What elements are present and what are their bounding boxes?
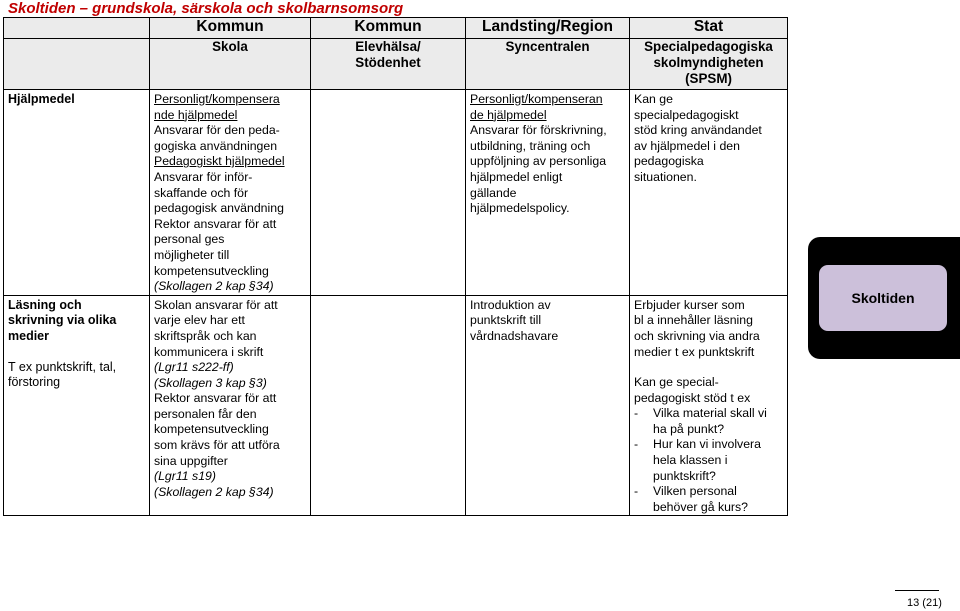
text-line: kompetensutveckling bbox=[154, 422, 269, 437]
text-line: (Skollagen 3 kap §3) bbox=[154, 375, 267, 390]
text-line: Ansvarar för inför- bbox=[154, 169, 253, 184]
level-header-kommun-elevhalsa: Kommun bbox=[311, 18, 466, 39]
cell-hjalpmedel-syncentralen bbox=[466, 90, 630, 296]
text-line: pedagogiskt stöd t ex bbox=[634, 390, 751, 405]
text-line: Ansvarar för den peda- bbox=[154, 123, 280, 138]
text-line: bl a innehåller läsning bbox=[634, 313, 753, 328]
text-line: (SPSM) bbox=[685, 71, 732, 86]
level-header-kommun-skola: Kommun bbox=[150, 18, 311, 39]
text-line: (Skollagen 2 kap §34) bbox=[154, 279, 274, 294]
text-line: Stödenhet bbox=[355, 55, 421, 70]
spacer bbox=[634, 360, 783, 375]
text-line: pedagogiska bbox=[634, 154, 704, 169]
spacer bbox=[8, 345, 145, 360]
bullet-text: hela klassen i bbox=[653, 453, 728, 468]
text-line: Personligt/kompenseran bbox=[470, 92, 603, 106]
bullet-line bbox=[634, 406, 783, 422]
page-title: Skoltiden – grundskola, särskola och skolbarnsomsorg bbox=[8, 0, 404, 17]
text-line: Elevhälsa/ bbox=[355, 39, 421, 54]
row-header-lasning bbox=[4, 295, 150, 516]
text-line: skriftspråk och kan bbox=[154, 328, 257, 343]
text-line: specialpedagogiskt bbox=[634, 107, 739, 122]
text-line: skolmyndigheten bbox=[653, 55, 764, 70]
text-line: gogiska användningen bbox=[154, 138, 278, 153]
text-line: Ansvarar för förskrivning, bbox=[470, 123, 607, 138]
text-line: personal ges bbox=[154, 232, 225, 247]
bullet-line bbox=[634, 500, 783, 516]
text-line: gällande bbox=[470, 185, 517, 200]
text-line: Syncentralen bbox=[505, 39, 590, 54]
text-line: pedagogisk användning bbox=[154, 201, 284, 216]
bullet-text: Vilka material skall vi bbox=[653, 406, 767, 421]
side-tab-label: Skoltiden bbox=[819, 265, 947, 331]
bullet-dash: - bbox=[634, 406, 639, 421]
bullet-dash: - bbox=[634, 484, 639, 499]
bullet-text: punktskrift? bbox=[653, 468, 716, 483]
level-header-stat: Stat bbox=[630, 18, 788, 39]
text-line: kompetensutveckling bbox=[154, 263, 269, 278]
org-header-spsm bbox=[630, 39, 788, 90]
row-lasning bbox=[4, 295, 788, 516]
text-line: Rektor ansvarar för att bbox=[154, 216, 277, 231]
text-line: medier t ex punktskrift bbox=[634, 344, 755, 359]
text-line: skrivning via olika bbox=[8, 313, 117, 328]
page-number: 13 (21) bbox=[907, 597, 942, 609]
cell-hjalpmedel-skola bbox=[150, 90, 311, 296]
footer-rule bbox=[895, 590, 939, 591]
responsibility-table bbox=[3, 17, 788, 516]
row-hjalpmedel bbox=[4, 90, 788, 296]
text-line: de hjälpmedel bbox=[470, 107, 547, 122]
text-line: av hjälpmedel i den bbox=[634, 138, 740, 153]
text-line: varje elev har ett bbox=[154, 313, 245, 328]
bullet-line bbox=[634, 437, 783, 453]
org-header-skola bbox=[150, 39, 311, 90]
text-line: som krävs för att utföra bbox=[154, 438, 280, 453]
bullet-line bbox=[634, 484, 783, 500]
text-line: Introduktion av bbox=[470, 297, 551, 312]
org-header-row bbox=[4, 39, 788, 90]
bullet-line bbox=[634, 422, 783, 438]
row-header-hjalpmedel bbox=[4, 90, 150, 296]
cell-hjalpmedel-spsm bbox=[630, 90, 788, 296]
org-header-elevhalsa bbox=[311, 39, 466, 90]
text-line: Kan ge bbox=[634, 92, 673, 106]
text-line: Erbjuder kurser som bbox=[634, 297, 745, 312]
text-line: stöd kring användandet bbox=[634, 123, 762, 138]
text-line: Läsning och bbox=[8, 297, 82, 312]
text-line: Personligt/kompensera bbox=[154, 92, 280, 106]
org-corner-cell bbox=[4, 39, 150, 90]
text-line: (Lgr11 s19) bbox=[154, 469, 216, 484]
org-header-syncentralen bbox=[466, 39, 630, 90]
text-line: förstoring bbox=[8, 375, 61, 390]
text-line: hjälpmedel enligt bbox=[470, 169, 563, 184]
cell-lasning-skola bbox=[150, 295, 311, 516]
text-line: Kan ge special- bbox=[634, 375, 719, 390]
text-line: och skrivning via andra bbox=[634, 328, 760, 343]
bullet-text: Hur kan vi involvera bbox=[653, 437, 761, 452]
text-line: skaffande och för bbox=[154, 185, 249, 200]
text-line: T ex punktskrift, tal, bbox=[8, 359, 117, 374]
cell-lasning-spsm bbox=[630, 295, 788, 516]
text-line: Rektor ansvarar för att bbox=[154, 391, 277, 406]
level-header-row bbox=[4, 18, 788, 39]
bullet-text: Vilken personal bbox=[653, 484, 737, 499]
text-line: sina uppgifter bbox=[154, 453, 228, 468]
text-line: Specialpedagogiska bbox=[644, 39, 773, 54]
text-line: medier bbox=[8, 328, 49, 343]
bullet-line bbox=[634, 453, 783, 469]
bullet-text: behöver gå kurs? bbox=[653, 499, 749, 514]
cell-hjalpmedel-elevhalsa bbox=[311, 90, 466, 296]
text-line: personalen får den bbox=[154, 406, 257, 421]
cell-lasning-elevhalsa bbox=[311, 295, 466, 516]
text-line: (Skollagen 2 kap §34) bbox=[154, 484, 274, 499]
text-line: Hjälpmedel bbox=[8, 92, 75, 106]
bullet-line bbox=[634, 469, 783, 485]
text-line: Skolan ansvarar för att bbox=[154, 297, 278, 312]
text-line: uppföljning av personliga bbox=[470, 154, 607, 169]
cell-lasning-syncentralen bbox=[466, 295, 630, 516]
text-line: situationen. bbox=[634, 169, 697, 184]
text-line: nde hjälpmedel bbox=[154, 107, 238, 122]
text-line: hjälpmedelspolicy. bbox=[470, 201, 570, 216]
bullet-dash: - bbox=[634, 437, 639, 452]
text-line: kommunicera i skrift bbox=[154, 344, 264, 359]
text-line: Pedagogiskt hjälpmedel bbox=[154, 154, 285, 169]
level-header-landsting: Landsting/Region bbox=[466, 18, 630, 39]
text-line: vårdnadshavare bbox=[470, 328, 559, 343]
corner-cell bbox=[4, 18, 150, 39]
text-line: (Lgr11 s222-ff) bbox=[154, 360, 234, 375]
text-line: Skola bbox=[212, 39, 248, 54]
text-line: möjligheter till bbox=[154, 247, 230, 262]
text-line: utbildning, träning och bbox=[470, 138, 591, 153]
text-line: punktskrift till bbox=[470, 313, 542, 328]
bullet-text: ha på punkt? bbox=[653, 421, 725, 436]
